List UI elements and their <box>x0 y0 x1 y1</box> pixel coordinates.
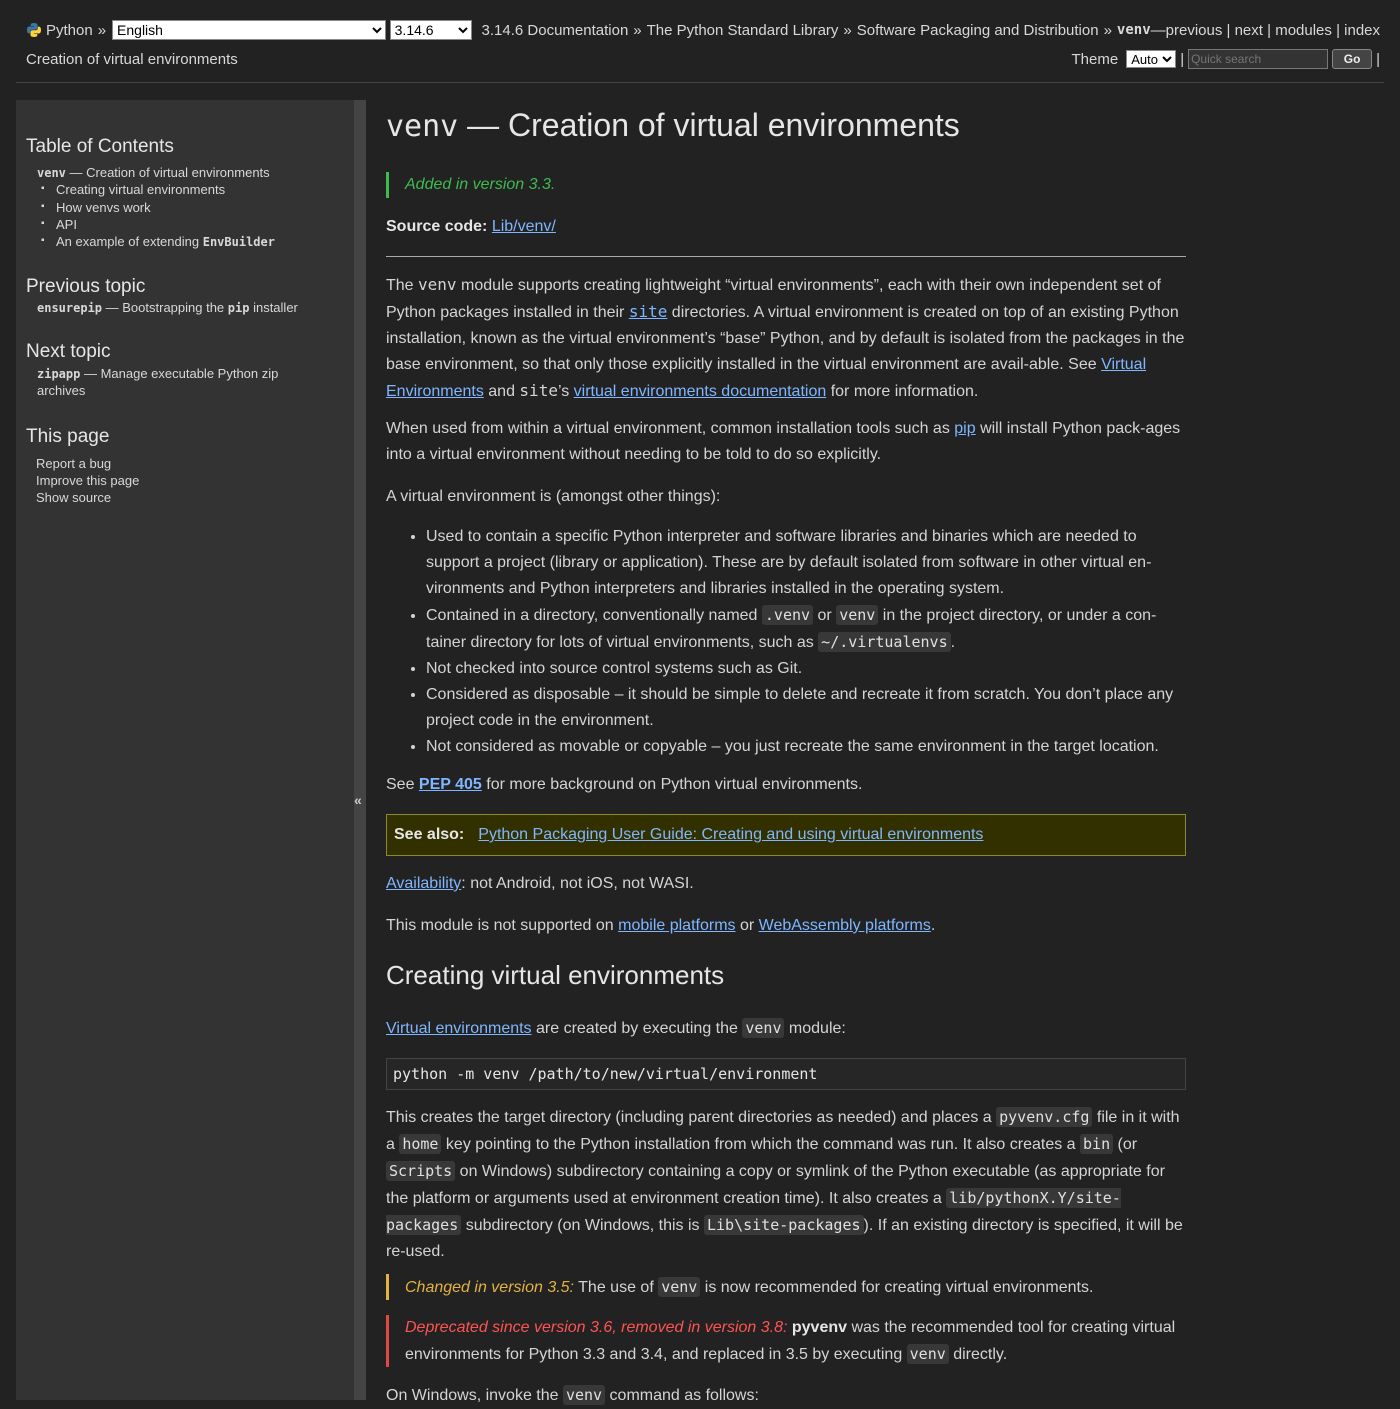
language-select[interactable] <box>112 20 386 40</box>
pep-405-link[interactable]: PEP 405 <box>418 776 482 793</box>
mobile-platforms-link[interactable]: mobile platforms <box>618 917 736 934</box>
quick-search-input[interactable] <box>1188 49 1328 69</box>
theme-label: Theme <box>1071 50 1119 68</box>
header-divider <box>16 82 1384 83</box>
breadcrumb-subtitle: Creation of virtual environments <box>26 50 238 68</box>
version-select[interactable] <box>390 20 472 40</box>
toc-item-example[interactable]: ▪ An example of extending EnvBuilder <box>56 234 275 249</box>
see-also-box <box>386 814 1186 856</box>
pip-paragraph: When used from within a virtual environment, common installation tools such as pip will install Python pack-ages into a virtual environment without needing to be told to do so explicitly. <box>386 420 1181 463</box>
toc-item-root[interactable]: venv — Creation of virtual environments <box>37 165 270 180</box>
sidebar <box>16 100 354 1400</box>
create-paragraph: Virtual environments are created by executing the venv module: <box>386 1019 846 1037</box>
breadcrumb-stdlib[interactable]: The Python Standard Library <box>646 21 839 39</box>
list-item: • Considered as disposable – it should be simple to delete and recreate it from scratch. You don’t place any project code in the environment. <box>426 682 1186 734</box>
improve-page-link[interactable]: Improve this page <box>36 473 140 488</box>
show-source-link[interactable]: Show source <box>36 490 112 505</box>
list-item: • Not checked into source control systems such as Git. <box>426 656 1186 682</box>
sidebar-collapse-button[interactable] <box>354 100 366 1400</box>
virtual-env-intro: A virtual environment is (amongst other things): <box>386 488 721 505</box>
collapse-chevron-icon: « <box>354 792 362 808</box>
windows-paragraph: On Windows, invoke the venv command as follows: <box>386 1386 759 1404</box>
virtual-environments-link[interactable]: Virtual Environments <box>386 356 1147 400</box>
source-code-line: Source code: Lib/venv/ <box>386 218 556 235</box>
toc-item-how-venvs-work[interactable]: ▪ How venvs work <box>56 200 151 215</box>
version-added-note: Added in version 3.3. <box>386 172 1186 198</box>
webassembly-platforms-link[interactable]: WebAssembly platforms <box>758 917 931 934</box>
index-link[interactable]: index <box>1344 21 1381 39</box>
platform-support-line: This module is not supported on mobile platforms or WebAssembly platforms. <box>386 917 936 934</box>
toc-item-creating[interactable]: ▪ Creating virtual environments <box>56 182 225 197</box>
previous-topic-heading: Previous topic <box>26 276 146 297</box>
venv-docs-link[interactable]: virtual environments documentation <box>573 383 827 400</box>
nav-separator: | <box>1376 50 1380 68</box>
breadcrumb-docs[interactable]: 3.14.6 Documentation <box>481 21 629 39</box>
section-heading-creating: Creating virtual environments <box>386 960 725 990</box>
report-bug-link[interactable]: Report a bug <box>36 456 112 471</box>
virtual-env-list <box>386 524 1186 760</box>
top-navigation <box>0 0 1400 82</box>
breadcrumb-current-code: venv <box>1116 22 1151 38</box>
list-item: • Used to contain a specific Python interpreter and software libraries and binaries which are needed to support a project (library or application). These are by default isolated from software in other virtual en-vironments and Python interpreters and libraries installed in the operating system. <box>426 524 1186 602</box>
nav-separator: | <box>1267 21 1272 39</box>
theme-search-bar <box>1072 49 1381 69</box>
toc-heading: Table of Contents <box>26 136 174 157</box>
version-changed-note: Changed in version 3.5: The use of venv is now recommended for creating virtual environments. <box>386 1274 1186 1300</box>
see-also-label: See also: <box>394 826 465 843</box>
availability-line: Availability: not Android, not iOS, not WASI. <box>386 875 694 892</box>
python-logo-icon <box>26 22 42 38</box>
next-link[interactable]: next <box>1234 21 1263 39</box>
this-page-heading: This page <box>26 426 110 447</box>
virtual-environments-glossary-link[interactable]: Virtual environments <box>386 1020 532 1037</box>
related-nav <box>1166 22 1380 39</box>
page-title: venv — Creation of virtual environments <box>386 107 960 144</box>
list-item: • Not considered as movable or copyable – you just recreate the same environment in the target location. <box>426 734 1186 760</box>
section-divider <box>386 256 1186 257</box>
toc-item-api[interactable]: ▪ API <box>56 217 77 232</box>
pip-link[interactable]: pip <box>954 420 976 437</box>
breadcrumb-separator: » <box>633 21 642 39</box>
availability-link[interactable]: Availability <box>386 875 462 892</box>
breadcrumb-bar <box>26 18 1380 42</box>
source-code-link[interactable]: Lib/venv/ <box>491 218 556 235</box>
previous-link[interactable]: previous <box>1165 21 1223 39</box>
nav-separator: | <box>1180 50 1185 68</box>
breadcrumb-separator: » <box>843 21 852 39</box>
deprecated-note: Deprecated since version 3.6, removed in version 3.8: pyvenv was the recommended tool for creating virtual environments for Python 3.3 and 3.4, and replaced in 3.5 by executing venv directly. <box>386 1315 1186 1367</box>
modules-link[interactable]: modules <box>1275 21 1332 39</box>
python-home-link[interactable]: Python <box>45 21 93 39</box>
breadcrumb-separator: » <box>97 21 107 39</box>
command-code-block: python -m venv /path/to/new/virtual/environment <box>386 1058 1186 1090</box>
search-go-button[interactable]: Go <box>1332 49 1372 69</box>
theme-select[interactable] <box>1126 50 1176 68</box>
packaging-guide-link[interactable]: Python Packaging User Guide: Creating and using virtual environments <box>478 826 984 843</box>
breadcrumb-packaging[interactable]: Software Packaging and Distribution <box>856 21 1099 39</box>
creates-paragraph: This creates the target directory (including parent directories as needed) and places a pyvenv.cfg file in it with a home key pointing to the Python installation from which the command was run. It also creates a bin (or Scripts on Windows) subdirectory containing a copy or symlink of the Python executable (as appropriate for the platform or arguments used at environment creation time). It also creates a lib/pythonX.Y/site-packages subdirectory (on Windows, this is Lib\site-packages ). If an existing directory is specified, it will be re-used. <box>386 1108 1183 1260</box>
intro-paragraph: The venv module supports creating lightweight “virtual environments”, each with their own independent set of Python packages installed in their site directories. A virtual environment is created on top of an existing Python installation, known as the virtual environment’s “base” Python, and by default is isolated from the packages in the base environment, so that only those explicitly installed in the virtual environment are avail-able. See Virtual Environments and site’s virtual environments documentation for more information. <box>386 275 1185 400</box>
site-link[interactable]: site <box>628 302 668 321</box>
nav-separator: | <box>1336 21 1340 39</box>
next-topic-heading: Next topic <box>26 341 111 362</box>
pep-paragraph: See PEP 405 for more background on Python virtual environments. <box>386 776 863 793</box>
breadcrumb-current-dash: — <box>1150 21 1166 39</box>
next-topic-link-cont[interactable]: archives <box>37 383 86 398</box>
nav-separator: | <box>1226 21 1231 39</box>
next-topic-link[interactable]: zipapp — Manage executable Python zip <box>37 366 279 381</box>
previous-topic-link[interactable]: ensurepip — Bootstrapping the pip installer <box>37 300 298 315</box>
breadcrumb-separator: » <box>1103 21 1112 39</box>
list-item: • Contained in a directory, conventionally named .venv or venv in the project directory, or under a con-tainer directory for lots of virtual environments, such as ~/.virtualenvs . <box>426 602 1186 656</box>
